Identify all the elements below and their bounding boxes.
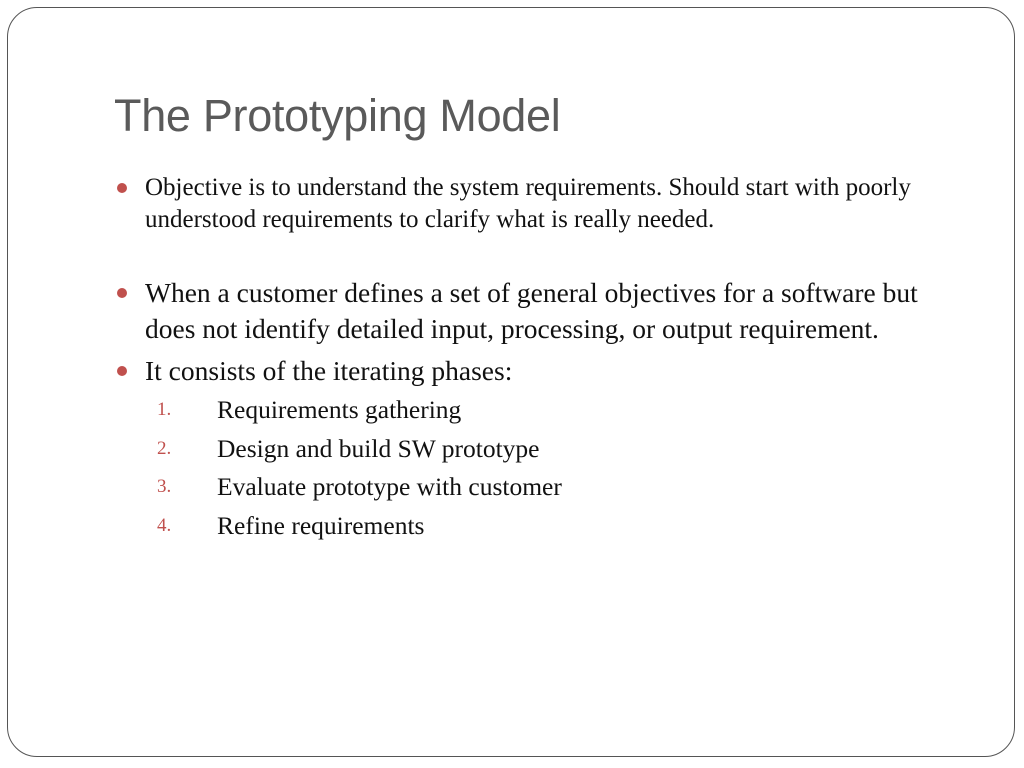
bullet-text: It consists of the iterating phases: (145, 355, 513, 386)
bullet-text: When a customer defines a set of general objectives for a software but does not identify detailed input, processing, or output requirement. (145, 277, 918, 344)
bullet-text: Objective is to understand the system requirements. Should start with poorly understood requirements to clarify what is really needed. (145, 174, 911, 233)
phase-number: 4. (157, 514, 172, 536)
bullet-phases (114, 353, 974, 545)
phase-label: Design and build SW prototype (217, 433, 540, 463)
bullet-icon (117, 366, 127, 376)
phase-list (145, 391, 974, 545)
phase-number: 2. (157, 437, 172, 459)
bullet-icon (117, 183, 127, 193)
phase-number: 1. (157, 399, 172, 420)
bullet-customer (114, 275, 974, 347)
phase-label: Requirements gathering (217, 395, 462, 424)
slide-frame (7, 7, 1015, 757)
phase-label: Refine requirements (217, 510, 425, 540)
phase-item (145, 430, 974, 469)
bullet-list (114, 172, 974, 545)
bullet-icon (117, 288, 127, 298)
phase-item (145, 468, 974, 507)
phase-number: 3. (157, 476, 172, 497)
phase-item (145, 391, 974, 430)
phase-item (145, 507, 974, 546)
phase-label: Evaluate prototype with customer (217, 472, 562, 501)
bullet-objective (114, 172, 974, 236)
slide-title: The Prototyping Model (114, 90, 561, 141)
